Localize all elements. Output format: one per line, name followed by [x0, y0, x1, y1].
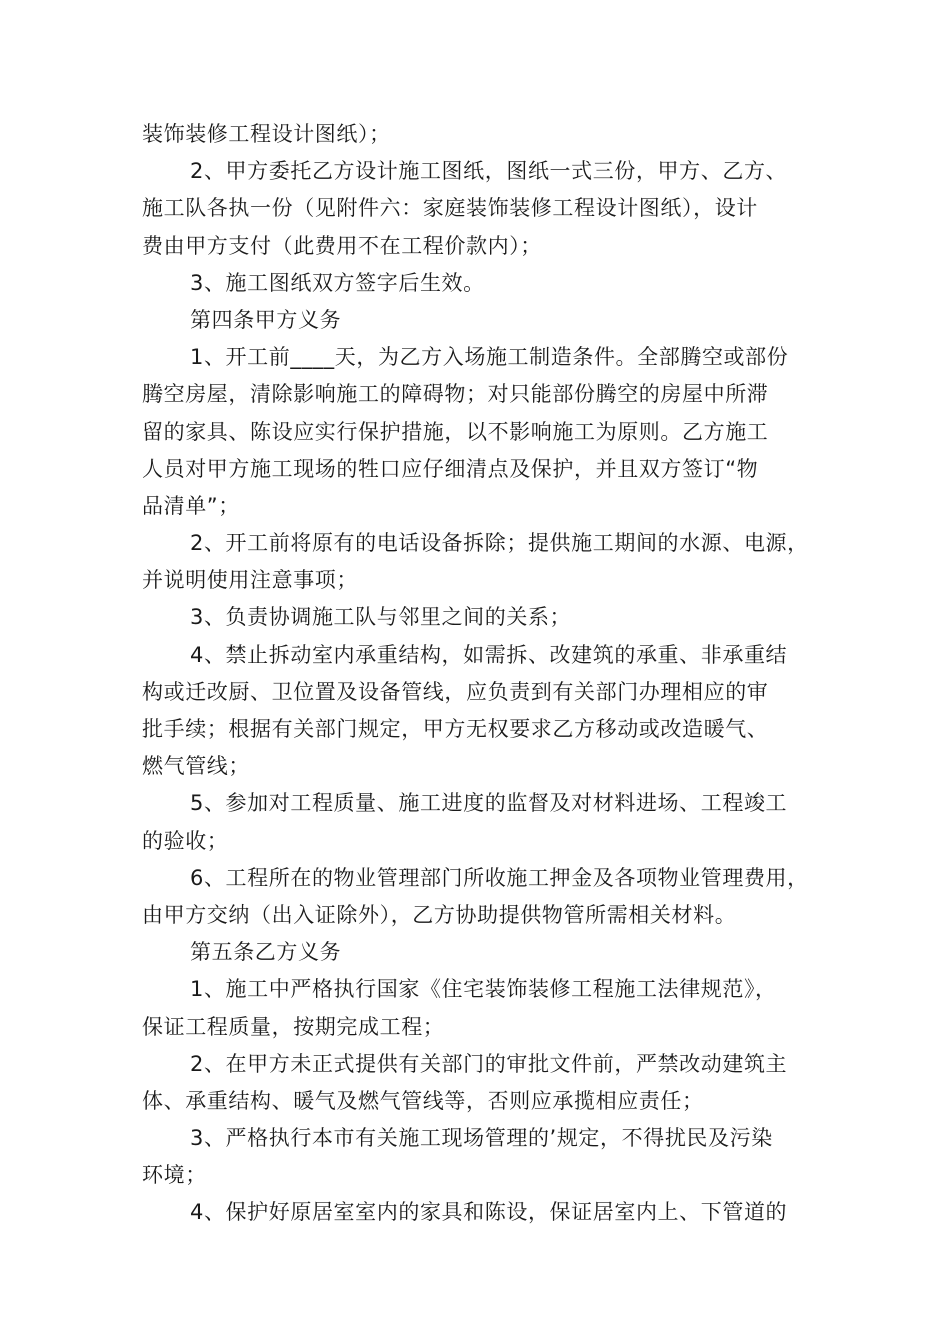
document-body	[142, 116, 822, 1232]
text-line: 人员对甲方施工现场的牲口应仔细清点及保护，并且双方签订“物	[142, 456, 759, 481]
text-line: 3、严格执行本市有关施工现场管理的’规定，不得扰民及污染	[190, 1126, 773, 1151]
text-line: 3、施工图纸双方签字后生效。	[190, 270, 485, 295]
text-line: 3、负责协调施工队与邻里之间的关系；	[190, 605, 572, 630]
text-line: 1、开工前____天，为乙方入场施工制造条件。全部腾空或部份	[190, 345, 789, 370]
text-line: 施工队各执一份（见附件六：家庭装饰装修工程设计图纸），设计	[142, 196, 758, 221]
text-line: 4、保护好原居室室内的家具和陈设，保证居室内上、下管道的	[190, 1200, 788, 1225]
text-line: 批手续；根据有关部门规定，甲方无权要求乙方移动或改造暖气、	[142, 717, 769, 741]
text-line: 4、禁止拆动室内承重结构，如需拆、改建筑的承重、非承重结	[190, 642, 788, 667]
text-line: 装饰装修工程设计图纸）；	[142, 122, 391, 146]
text-line: 并说明使用注意事项；	[142, 568, 358, 593]
text-line: 保证工程质量，按期完成工程；	[142, 1014, 445, 1039]
section-heading: 第四条甲方义务	[190, 307, 342, 332]
text-line: 6、工程所在的物业管理部门所收施工押金及各项物业管理费用，	[190, 865, 809, 890]
text-line: 体、承重结构、暖气及燃气管线等，否则应承揽相应责任；	[142, 1088, 704, 1113]
section-heading: 第五条乙方义务	[190, 940, 342, 965]
text-line: 品清单”；	[142, 493, 240, 518]
text-line: 燃气管线；	[142, 754, 250, 779]
text-line: 留的家具、陈设应实行保护措施，以不影响施工为原则。乙方施工	[142, 419, 769, 444]
text-line: 费由甲方支付（此费用不在工程价款内）；	[142, 233, 542, 258]
text-line: 由甲方交纳（出入证除外），乙方协助提供物管所需相关材料。	[142, 902, 737, 927]
text-line: 环境；	[142, 1163, 207, 1188]
text-line: 腾空房屋，清除影响施工的障碍物；对只能部份腾空的房屋中所滞	[142, 382, 769, 407]
text-line: 构或迁改厨、卫位置及设备管线，应负责到有关部门办理相应的审	[142, 679, 769, 704]
text-line: 1、施工中严格执行国家《住宅装饰装修工程施工法律规范》，	[190, 977, 777, 1002]
text-line: 2、在甲方未正式提供有关部门的审批文件前，严禁改动建筑主	[190, 1051, 788, 1076]
text-line: 2、开工前将原有的电话设备拆除；提供施工期间的水源、电源，	[190, 531, 809, 556]
text-line: 2、甲方委托乙方设计施工图纸，图纸一式三份，甲方、乙方、	[190, 159, 788, 184]
text-line: 5、参加对工程质量、施工进度的监督及对材料进场、工程竣工	[190, 791, 788, 816]
text-line: 的验收；	[142, 828, 229, 853]
